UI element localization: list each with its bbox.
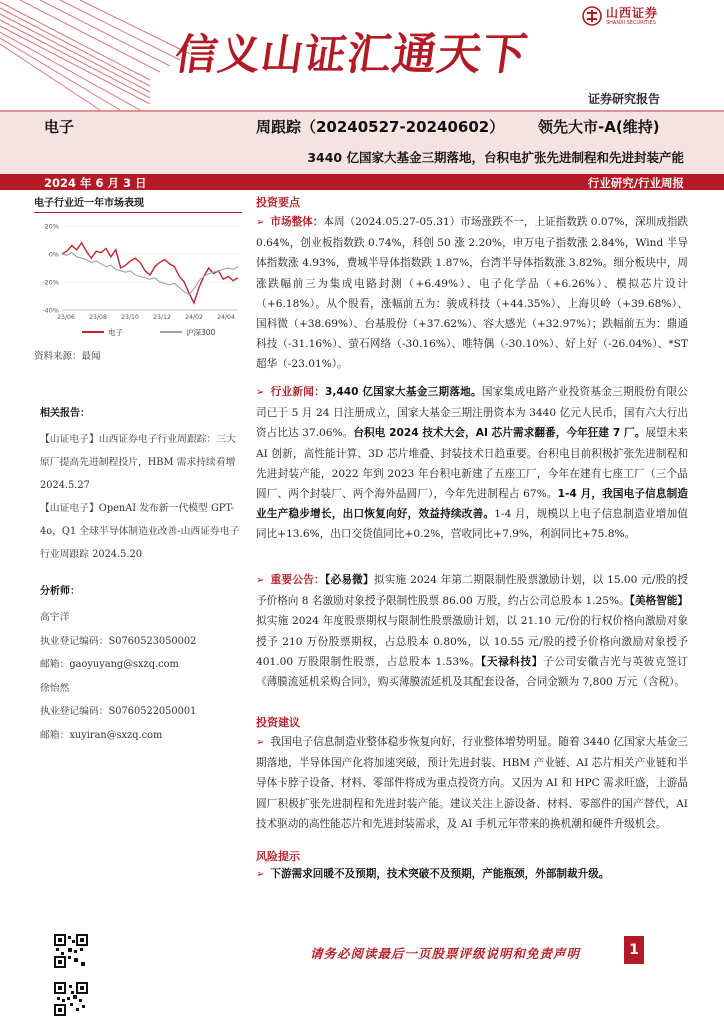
weekly-period: 周跟踪（20240527-20240602） xyxy=(256,118,505,136)
analysts-block xyxy=(40,606,240,747)
analyst-email[interactable]: 邮箱：xuyiran@sxzq.com xyxy=(40,729,163,741)
analyst-cert: 执业登记编码：S0760523050002 xyxy=(40,635,197,647)
disclaimer-text: 请务必阅读最后一页股票评级说明和免责声明 xyxy=(310,946,581,961)
y-tick-label: 20% xyxy=(44,222,59,231)
related-reports xyxy=(40,428,240,566)
x-tick-label: 23/12 xyxy=(153,314,171,321)
y-tick-label: -20% xyxy=(42,278,59,287)
analyst-name: 高宇洋 xyxy=(40,612,70,623)
chart-title: 电子行业近一年市场表现 xyxy=(34,194,242,213)
brand-icon xyxy=(582,6,602,26)
news-highlight: 1-4 月，我国电子信息制造业生产稳步增长，出口恢复向好，效益持续改善。 xyxy=(256,488,688,521)
brand-logo xyxy=(582,6,658,26)
arrow-bullet-icon: ➢ xyxy=(256,575,265,586)
paragraph-text: 拟实施 2024 年第二期限制性股票激励计划，以 15.00 元/股的授予价格向 8 名激励对象授予限制性股票 86.00 万股，约占公司总股本 1.25%。 xyxy=(256,574,689,608)
risk-text: 下游需求回暖不及预期，技术突破不及预期，产能瓶颈，外部制裁升级。 xyxy=(270,868,610,880)
arrow-bullet-icon: ➢ xyxy=(256,217,265,228)
paragraph-text: 展望未来 AI 创新，高性能计算、3D 芯片堆叠、封装技术日趋重要。台积电目前积极扩张先进制程和先进封装产能，2022 年到 2023 年台积电新建了五座工厂，今年在建有七座工厂（三个晶圆厂、两个封装厂、两个海外晶圆厂），今年先进制程占 67%。 xyxy=(256,427,688,501)
title-band xyxy=(0,112,724,174)
risk-heading: 风险提示 xyxy=(256,850,300,863)
company-name: 【必易微】 xyxy=(324,574,374,586)
x-tick-label: 23/06 xyxy=(57,314,75,321)
brand-english-name: SHANXI SECURITIES xyxy=(606,19,656,26)
arrow-bullet-icon: ➢ xyxy=(256,869,265,880)
industry-rating: 领先大市-A(维持) xyxy=(538,118,660,136)
company-name: 【天禄科技】 xyxy=(480,655,543,668)
page-number: 1 xyxy=(624,936,644,964)
related-report-item[interactable]: 【山证电子】山西证券电子行业周跟踪：三大原厂提高先进制程投片，HBM 需求持续看增 2024.5.27 xyxy=(40,434,236,491)
paragraph-text: 国家集成电路产业投资基金三期股份有限公司已于 5 月 24 日注册成立，国家大基金三期注册资本为 3440 亿元人民币，国有六大行出资占比达 37.06%。 xyxy=(256,386,688,440)
report-header xyxy=(0,0,724,112)
related-reports-heading: 相关报告： xyxy=(40,408,90,419)
qr-code-icon[interactable] xyxy=(54,982,88,1016)
report-category: 行业研究/行业周报 xyxy=(587,176,684,190)
arrow-bullet-icon: ➢ xyxy=(256,387,265,398)
paragraph-lead: 行业新闻： xyxy=(270,386,325,398)
x-tick-label: 23/10 xyxy=(121,314,139,321)
industry-news-paragraph xyxy=(256,382,688,545)
qr-code-icon[interactable] xyxy=(54,934,88,968)
paragraph-text: 我国电子信息制造业整体稳步恢复向好，行业整体增势明显。随着 3440 亿国家大基金三期落地，半导体国产化将加速突破，预计先进封装、HBM 产业链、AI 芯片相关产业链和半导体卡脖子设备、材料、零部件将成为重点投资方向。又因为 AI 和 HPC 需求旺盛，上游晶圆厂积极扩张先进制程和先进封装产能。建议关注上游设备、材料、零部件的国产替代，AI 技术驱动的高性能芯片和先进封装需求，及 AI 手机元年带来的换机潮和硬件升级机会。 xyxy=(256,736,688,830)
report-date: 2024 年 6 月 3 日 xyxy=(44,176,147,190)
x-tick-label: 23/08 xyxy=(89,314,107,321)
paragraph-lead: 重要公告： xyxy=(270,574,325,586)
analyst-name: 徐怡然 xyxy=(40,682,70,694)
chart-source: 资料来源：最闻 xyxy=(34,351,101,362)
market-overview-paragraph xyxy=(256,212,688,375)
market-performance-chart xyxy=(34,220,242,340)
highlights-heading: 投资要点 xyxy=(256,196,300,209)
slogan xyxy=(172,18,533,82)
paragraph-lead: 市场整体： xyxy=(270,216,324,228)
analyst-email[interactable]: 邮箱：gaoyuyang@sxzq.com xyxy=(40,659,179,670)
news-highlight: 台积电 2024 技术大会，AI 芯片需求翻番，今年狂建 7 厂。 xyxy=(353,427,646,440)
report-headline: 3440 亿国家大基金三期落地，台积电扩张先进制程和先进封装产能 xyxy=(307,150,684,165)
y-tick-label: -40% xyxy=(42,306,59,315)
report-type: 证券研究报告 xyxy=(588,92,661,106)
industry-label: 电子 xyxy=(44,118,75,136)
date-bar xyxy=(0,174,724,190)
paragraph-text: 1-4 月，规模以上电子信息制造业增加值同比+13.6%，出口交货值同比+0.2%，营收同比+7.9%，利润同比+75.8%。 xyxy=(256,508,688,541)
slogan-part-a: 信义山证 xyxy=(171,30,351,79)
related-report-item[interactable]: 【山证电子】OpenAI 发布新一代模型 GPT-4o，Q1 全球半导体制造业改善-山西证券电子行业周跟踪 2024.5.20 xyxy=(40,503,240,560)
advice-paragraph xyxy=(256,732,688,834)
announcements-paragraph xyxy=(256,570,688,692)
analysts-heading: 分析师： xyxy=(40,586,80,597)
analyst-cert: 执业登记编码：S0760522050001 xyxy=(40,706,197,717)
paragraph-text: 拟实施 2024 年度股票期权与限制性股票激励计划，以 21.10 元/份的行权价格向激励对象授予 210 万份股票期权，占总股本 0.80%，以 10.55 元/股的授予价格向激励对象授予 401.00 万股限制性股票，占总股本 1.53%。 xyxy=(256,615,688,668)
x-tick-label: 24/04 xyxy=(217,314,235,321)
arrow-bullet-icon: ➢ xyxy=(256,737,265,748)
paragraph-text: 本周（2024.05.27-05.31）市场涨跌不一，上证指数跌 0.07%，深圳成指跌 0.64%，创业板指数跌 0.74%，科创 50 涨 2.20%，申万电子指数涨 2.84%，Wind 半导体指数涨 4.93%，费城半导体指数跌 1.87%，台湾半导体指数涨 3.82%。细分板块中，周涨跌幅前三为集成电路封测（+6.49%）、电子化学品（+6.26%）、模拟芯片设计（+6.18%）。从个股看，涨幅前五为：骏成科技（+44.35%）、上海贝岭（+39.68%）、国科微（+38.69%）、台基股份（+37.62%）、容大感光（+32.97%）；跌幅前五为：鼎通科技（-31.16%）、萤石网络（-30.16%）、唯特偶（-30.10%）、好上好（-26.04%）、*ST 超华（-23.01%）。 xyxy=(256,216,689,371)
page-footer xyxy=(0,928,724,1024)
slogan-part-b: 汇通天下 xyxy=(343,29,531,80)
legend-label: 沪深300 xyxy=(186,328,216,337)
paragraph-text: 子公司安徽吉光与英彼克签订《薄膜流延机采购合同》，购买薄膜流延机及其配套设备，合同金额为 7,800 万元（含税）。 xyxy=(256,655,688,689)
y-tick-label: 0% xyxy=(48,250,59,259)
legend-label: 电子 xyxy=(108,328,123,337)
x-tick-label: 24/02 xyxy=(185,314,203,321)
brand-name: 山西证券 xyxy=(606,5,659,20)
risk-paragraph xyxy=(256,864,688,885)
news-highlight: 3,440 亿国家大基金三期落地。 xyxy=(324,386,482,398)
company-name: 【美格智能】 xyxy=(629,595,688,608)
left-sidebar xyxy=(34,190,242,950)
series-line-csi300 xyxy=(62,253,238,295)
advice-heading: 投资建议 xyxy=(256,716,300,729)
